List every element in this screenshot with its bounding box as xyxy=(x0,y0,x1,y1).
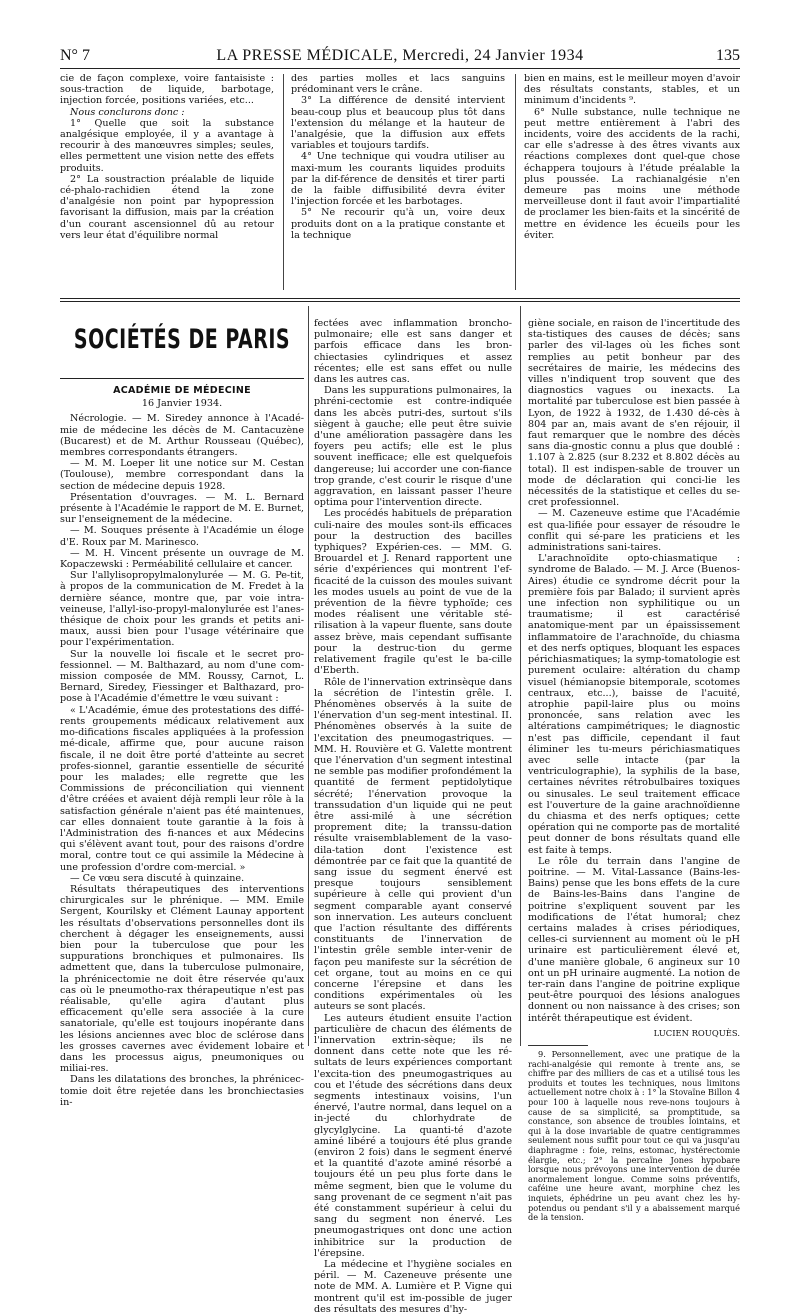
paragraph: Rôle de l'innervation extrinsèque dans la sécrétion de l'intestin grêle. I. Phénomènes observés à la suite de l'énervation d'un seg-ment intestinal. II. Phénomènes observés à la suite de l'excitation des pneumogastriques. — MM. H. Rouvière et G. Valette montrent que l'énervation d'un segment intestinal ne semble pas modifier profondément la quantité de ferment peptidolytique sécrété; l'énervation provoque la transsudation d'un liquide qui ne peut être assi-milé à une sécrétion proprement dite; la transsu-dation résulte vraisemblablement de la vaso-dila-tation dont l'existence est démontrée par ce fait que la quantité de sang issue du segment énervé est presque toujours sensiblement supérieure à celle qui provient d'un segment comparable ayant conservé son innervation. Les auteurs concluent que l'action résultante des différents constituants de l'innervation de l'intestin grêle semble inter-venir de façon peu manifeste sur la sécrétion de cet organe, tout au moins en ce qui concerne l'érepsine et dans les conditions expérimentales où les auteurs se sont placés. xyxy=(314,676,512,1013)
section-rule xyxy=(60,301,740,302)
lower-column-1 xyxy=(60,378,304,1108)
paragraph: La médecine et l'hygiène sociales en péril. — M. Cazeneuve présente une note de MM. A. Lumière et P. Vigne qui montrent qu'il est im-possible de juger des résultats des mesures d'hy- xyxy=(314,1259,512,1315)
paragraph: 1° Quelle que soit la substance analgésique employée, il y a avantage à recourir à des manœuvres simples; seules, elles permettent une vision nette des effets produits. xyxy=(60,117,274,174)
lower-column-2 xyxy=(314,318,512,1315)
paragraph: Les procédés habituels de préparation culi-naire des moules sont-ils efficaces pour la destruction des bacilles typhiques? Expérien-ces. — MM. G. Brouardel et J. Renard rapportent une série d'expériences qui montrent l'ef-ficacité de la cuisson des moules suivant les modes usuels au point de vue de la prévention de la fièvre typhoïde; ces modes réalisent une véritable sté-rilisation à la vapeur fluente, sans doute assez brève, mais cependant suffisante pour la destruc-tion du germe relativement fragile qu'est le ba-cille d'Eberth. xyxy=(314,508,512,677)
page-header xyxy=(60,47,740,67)
paragraph: « L'Académie, émue des protestations des diffé-rents groupements médicaux relativement aux mo-difications fiscales appliquées à la profession mé-dicale, affirme que, pour aucune raison fiscale, il ne doit être porté d'atteinte au secret profes-sionnel, garantie essentielle de sécurité pour les malades; elle regrette que les Commissions de préconciliation qui viennent d'être créées et avaient déjà rempli leur rôle à la satisfaction générale n'aient pas été maintenues, car elles donnaient toute garantie à la fois à l'Administration des fi-nances et aux Médecins qui s'élèvent avant tout, pour des raisons d'ordre moral, contre tout ce qui assimile la Médecine à une profession d'ordre com-mercial. » xyxy=(60,704,304,873)
paragraph: cie de façon complexe, voire fantaisiste : sous-traction de liquide, barbotage, injection forcée, positions variées, etc... xyxy=(60,73,274,107)
paragraph: — M. Cazeneuve estime que l'Académie est qua-lifiée pour essayer de résoudre le conflit qui sé-pare les praticiens et les administrations sani-taires. xyxy=(528,508,740,554)
paragraph: Dans les dilatations des bronches, la phrénicec-tomie doit être rejetée dans les bronchiectasies in- xyxy=(60,1074,304,1108)
paragraph: — M. Souques présente à l'Académie un éloge d'E. Roux par M. Marinesco. xyxy=(60,525,304,548)
column-divider xyxy=(520,306,521,1046)
section-title: SOCIÉTÉS DE PARIS xyxy=(73,324,291,355)
top-column-1 xyxy=(60,73,274,241)
paragraph: 4° Une technique qui voudra utiliser au maxi-mum les courants liquides produits par la dif-férence de densités et tirer parti de la faible diffusibilité devra éviter l'injection forcée et les barbotages. xyxy=(291,151,505,208)
journal-title: LA PRESSE MÉDICALE, Mercredi, 24 Janvier 1934 xyxy=(216,47,584,64)
column-divider xyxy=(515,74,516,290)
page-number: 135 xyxy=(716,47,740,64)
section-rule xyxy=(60,298,740,299)
paragraph: Présentation d'ouvrages. — M. L. Bernard présente à l'Académie le rapport de M. E. Burnet, sur l'enseignement de la médecine. xyxy=(60,491,304,526)
paragraph: — M. H. Vincent présente un ouvrage de M. Kopaczewski : Perméabilité cellulaire et cancer. xyxy=(60,547,304,571)
paragraph: Nous conclurons donc : xyxy=(70,106,185,118)
title-rule xyxy=(60,378,304,379)
paragraph: 3° La différence de densité intervient beau-coup plus et beaucoup plus tôt dans l'extension du mélange et la hauteur de l'analgésie, que la diffusion aux effets variables et toujours tardifs. xyxy=(291,95,505,152)
header-rule xyxy=(60,68,740,69)
paragraph: Dans les suppurations pulmonaires, la phréni-cectomie est contre-indiquée dans les abcès putri-des, surtout s'ils siègent à gauche; elle peut être suivie d'une amélioration passagère dans les foyers peu actifs; elle est le plus souvent inefficace; elle est quelquefois dangereuse; lui accorder une con-fiance trop grande, c'est courir le risque d'une aggravation, en laissant passer l'heure optima pour l'intervention directe. xyxy=(314,385,512,509)
footnote-rule xyxy=(528,1045,588,1046)
paragraph: fectées avec inflammation broncho-pulmonaire; elle est sans danger et parfois efficace dans les bron-chiectasies cylindriques et assez récentes; elle est sans effet ou nulle dans les autres cas. xyxy=(314,318,512,386)
paragraph: Les auteurs étudient ensuite l'action particulière de chacun des éléments de l'innervation extrin-sèque; ils ne donnent dans cette note que les ré-sultats de leurs expériences comportant l'excita-tion des pneumogastriques au cou et l'étude des sécrétions dans deux segments intestinaux voisins, l'un énervé, l'autre normal, dans lequel on a in-jecté du chlorhydrate de glycylglycine. La quanti-té d'azote aminé libéré a toujours été plus grande (environ 2 fois) dans le segment énervé et la quantité d'azote aminé résorbé a toujours été un peu plus forte dans le même segment, bien que le volume du sang provenant de ce segment n'ait pas été constamment supérieur à celui du sang du segment non énervé. Les pneumogastriques ont donc une action inhibitrice sur la production de l'érepsine. xyxy=(314,1012,512,1259)
author-signature: LUCIEN ROUQUÈS. xyxy=(653,1027,740,1038)
top-column-3 xyxy=(524,73,740,241)
paragraph: 2° La soustraction préalable de liquide cé-phalo-rachidien étend la zone d'analgésie non point par hypopression favorisant la diffusion, mais par la création d'un courant ascensionnel dû au retour vers leur état d'équilibre normal xyxy=(60,173,274,241)
lower-column-3 xyxy=(528,318,740,1223)
footnote: 9. Personnellement, avec une pratique de la rachi-analgésie qui remonte à trente ans, se chiffre par des milliers de cas et a utilisé tous les produits et toutes les techniques, nous limitons actuellement notre choix à : 1° la Stovaïne Billon 4 pour 100 à laquelle nous reve-nons toujours à cause de sa simplicité, sa promptitude, sa constance, son absence de troubles lointains, et qui à la dose invariable de quatre centigrammes seulement nous suffit pour tout ce qui va jusqu'au diaphragme : foie, reins, estomac, hystérectomie élargie, etc.; 2° la percaïne Jones hypobare lorsque nous prévoyons une intervention de durée anormalement longue. Comme soins préventifs, caféine une heure avant, morphine chez les inquiets, éphédrine un peu avant chez les hy-potendus ou pendant s'il y a abaissement marqué de la tension. xyxy=(528,1049,740,1223)
paragraph: giène sociale, en raison de l'incertitude des sta-tistiques des causes de décès; sans parler des vil-lages où les fiches sont remplies au petit bonheur par des secrétaires de mairie, les médecins des villes n'indiquent trop souvent que des diagnostics vagues ou inexacts. La mortalité par tuberculose est bien passée à Lyon, de 1922 à 1932, de 1.430 dé-cès à 804 par an, mais avant de s'en réjouir, il faut remarquer que le nombre des décès sans dia-gnostic connu a plus que doublé : 1.107 à 2.825 (sur 8.232 et 8.802 décès au total). Il est indispen-sable de trouver un mode de déclaration qui conci-lie les nécessités de la statistique et celles du se-cret professionnel. xyxy=(528,318,740,509)
column-divider xyxy=(283,74,284,290)
paragraph: 6° Nulle substance, nulle technique ne peut mettre entièrement à l'abri des incidents, voire des accidents de la rachi, car elle s'adresse à des êtres vivants aux réactions complexes dont quel-que chose échappera toujours à l'étude préalable la plus poussée. La rachianalgésie n'en demeure pas moins une méthode merveilleuse dont il faut avoir l'impartialité de proclamer les bien-faits et la sincérité de mettre en évidence les écueils pour les éviter. xyxy=(524,106,740,241)
issue-number: N° 7 xyxy=(60,47,90,64)
paragraph: Sur l'allylisopropylmalonylurée — M. G. Pe-tit, à propos de la communication de M. Fredet à la dernière séance, montre que, par voie intra-veineuse, l'allyl-iso-propyl-malonylurée est l'anes-thésique de choix pour les grands et petits ani-maux, aussi bien pour l'usage vétérinaire que pour l'expérimentation. xyxy=(60,570,304,649)
paragraph: des parties molles et lacs sanguins prédominant vers le crâne. xyxy=(291,73,505,96)
paragraph: — M. M. Loeper lit une notice sur M. Cestan (Toulouse), membre correspondant dans la section de médecine depuis 1928. xyxy=(60,458,304,492)
paragraph: Résultats thérapeutiques des interventions chirurgicales sur le phrénique. — MM. Emile Sergent, Kourilsky et Clément Launay apportent les résultats d'observations personnelles dont ils cherchent à dégager les enseignements, aussi bien pour la tuberculose que pour les suppurations bronchiques et pulmonaires. Ils admettent que, dans la tuberculose pulmonaire, la phrénicectomie ne doit être réservée qu'aux cas où le pneumotho-rax thérapeutique n'est pas réalisable, qu'elle agira d'autant plus efficacement qu'elle sera associée à la cure sanatoriale, qu'elle est toujours inopérante dans les lésions anciennes avec bloc de sclérose dans les grosses cavernes avec évidement lobaire et dans les processus aigus, pneumoniques ou miliai-res. xyxy=(60,883,304,1075)
paragraph: bien en mains, est le meilleur moyen d'avoir des résultats constants, stables, et un minimum d'incidents ⁹. xyxy=(524,73,740,107)
top-column-2 xyxy=(291,73,505,241)
paragraph: 5° Ne recourir qu'à un, voire deux produits dont on a la pratique constante et la technique xyxy=(291,207,505,241)
paragraph: Nécrologie. — M. Siredey annonce à l'Acadé-mie de médecine les décès de M. Cantacuzène (Bucarest) et de M. Arthur Rousseau (Québec), membres correspondants étrangers. xyxy=(60,413,304,459)
paragraph: Sur la nouvelle loi fiscale et le secret pro-fessionnel. — M. Balthazard, au nom d'une com-mission composée de MM. Roussy, Carnot, L. Bernard, Siredey, Fiessinger et Balthazard, pro-pose à l'Académie d'émettre le vœu suivant : xyxy=(60,648,304,705)
paragraph: Le rôle du terrain dans l'angine de poitrine. — M. Vital-Lassance (Bains-les-Bains) pense que les bons effets de la cure de Bains-les-Bains dans l'angine de poitrine s'expliquent souvent par les modifications de l'état humoral; chez certains malades à crises périodiques, celles-ci surviennent au moment où le pH urinaire est particulièrement élevé et, d'une manière globale, 6 angineux sur 10 ont un pH urinaire augmenté. La notion de ter-rain dans l'angine de poitrine explique peut-être pourquoi des lésions analogues donnent ou non naissance à des crises; son intérêt thérapeutique est évident. xyxy=(528,855,740,1024)
paragraph: — Ce vœu sera discuté à quinzaine. xyxy=(70,872,245,884)
session-date: 16 Janvier 1934. xyxy=(141,398,223,410)
paragraph: L'arachnoïdite opto-chiasmatique : syndrome de Balado. — M. J. Arce (Buenos-Aires) étudie ce syndrome décrit pour la première fois par Balado; il survient après une infection non syphilitique ou un traumatisme; il est caractérisé anatomique-ment par un épaississement inflammatoire de l'arachnoïde, du chiasma et des nerfs optiques, bloquant les espaces périchiasmatiques; la symp-tomatologie est purement oculaire: altération du champ visuel (hémianopsie bitemporale, scotomes centraux, etc...), baisse de l'acuité, atrophie papil-laire plus ou moins prononcée, sans relation avec les altérations campimétriques; le diagnostic n'est pas difficile, cependant il faut éliminer les tu-meurs périchiasmatiques avec selle intacte (par la ventriculographie), la syphilis de la base, certaines névrites rétrobulbaires toxiques ou sinusales. Le seul traitement efficace est l'ouverture de la gaine arachnoïdienne du chiasma et des nerfs optiques; cette opération qui ne comporte pas de mortalité peut donner de bons résultats quand elle est faite à temps. xyxy=(528,553,740,856)
academy-heading: ACADÉMIE DE MÉDECINE xyxy=(113,385,251,396)
column-divider xyxy=(308,306,309,1046)
